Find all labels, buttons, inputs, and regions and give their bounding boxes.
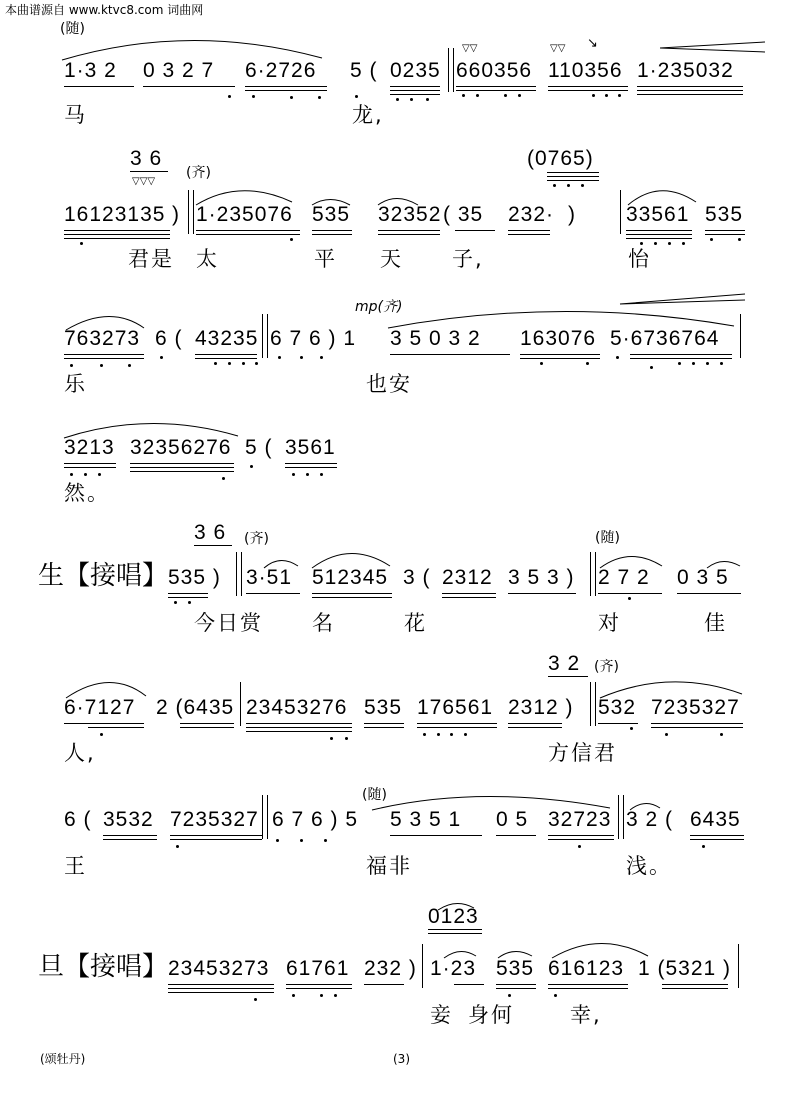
lyric: 马	[64, 103, 87, 127]
note-group: 5 (	[350, 59, 378, 82]
note-group: 1·3 2	[64, 59, 117, 82]
note-group: 2 (6435	[156, 696, 235, 719]
lyric: 子,	[452, 247, 484, 271]
grace-notes: 3 6	[194, 521, 227, 544]
performance-mark: (齐)	[186, 165, 211, 181]
lyric: 浅。	[626, 854, 672, 878]
note-group: 6·7127	[64, 696, 136, 719]
lyric: 龙,	[352, 103, 384, 127]
lyric: 天	[380, 247, 403, 271]
performance-mark: (随)	[362, 787, 387, 803]
note-group: 535 )	[168, 566, 221, 589]
note-group: 535	[496, 957, 535, 980]
note-group: 763273	[64, 327, 141, 350]
performance-mark: (齐)	[244, 531, 269, 547]
note-group: 176561	[417, 696, 494, 719]
slur	[630, 803, 660, 810]
piece-title: (颂牡丹)	[40, 1052, 86, 1066]
lyric: 对	[598, 611, 621, 635]
note-group: 0 3 5	[677, 566, 729, 589]
note-group: 43235	[195, 327, 259, 350]
lyric: 平	[314, 247, 337, 271]
grace-notes: 3 6	[130, 147, 163, 170]
note-group: 0 5	[496, 808, 529, 831]
slur	[707, 561, 740, 568]
slur	[66, 316, 144, 330]
lyric: 乐	[64, 372, 87, 396]
lyric: 身何	[468, 1003, 514, 1027]
ornament-mark: ▽▽	[462, 43, 478, 54]
role-label: 旦【接唱】	[38, 952, 169, 982]
note-group: 0235	[390, 59, 441, 82]
note-group: ( 35	[443, 203, 484, 226]
slur	[312, 553, 390, 568]
note-group: 6 (	[64, 808, 92, 831]
note-group: )	[568, 203, 576, 226]
slur	[378, 199, 418, 206]
note-group: 2312	[442, 566, 493, 589]
lyric: 然。	[64, 481, 110, 505]
note-group: 3561	[285, 436, 336, 459]
note-group: 7235327	[651, 696, 740, 719]
dynamic-mark: mp(齐)	[355, 299, 403, 315]
arrow-icon: ↘	[587, 36, 598, 51]
slur	[438, 903, 474, 910]
lyric: 君是	[128, 247, 174, 271]
note-group: 532	[598, 696, 637, 719]
crescendo-hairpin	[620, 294, 745, 304]
slur	[64, 423, 238, 438]
note-group: 5 3 5 1	[390, 808, 462, 831]
note-group: 3 5 3 )	[508, 566, 575, 589]
slur	[600, 682, 742, 698]
slur	[264, 560, 298, 568]
slur	[62, 40, 322, 60]
note-group: 6 7 6 ) 1	[270, 327, 357, 350]
bracket-notes: (0765)	[527, 147, 594, 170]
lyric: 福非	[366, 854, 412, 878]
lyric: 妾	[430, 1003, 453, 1027]
note-group: 0 3 2 7	[143, 59, 215, 82]
note-group: 32723	[548, 808, 612, 831]
slur	[66, 682, 146, 698]
note-group: 3 2 (	[626, 808, 674, 831]
lyric: 太	[196, 247, 219, 271]
note-group: 5·6736764	[610, 327, 720, 350]
note-group: 535	[312, 203, 351, 226]
slur	[372, 796, 610, 810]
note-group: 512345	[312, 566, 389, 589]
note-group: 535	[364, 696, 403, 719]
note-group: 6435	[690, 808, 741, 831]
note-group: 660356	[456, 59, 533, 82]
note-group: 32352	[378, 203, 442, 226]
performance-mark: (齐)	[594, 659, 619, 675]
note-group: 232·	[508, 203, 555, 226]
crescendo-hairpin	[660, 42, 765, 52]
performance-mark: (随)	[60, 21, 85, 37]
note-group: 3532	[103, 808, 154, 831]
lyric: 人,	[64, 741, 96, 765]
note-group: 33561	[626, 203, 690, 226]
slur	[388, 311, 734, 328]
note-group: 3 (	[403, 566, 431, 589]
lyric: 王	[64, 854, 87, 878]
note-group: 535	[705, 203, 744, 226]
note-group: 7235327	[170, 808, 259, 831]
lyric: 幸,	[570, 1003, 602, 1027]
ornament-mark: ▽▽	[550, 43, 566, 54]
lyric: 名	[312, 611, 335, 635]
role-label: 生【接唱】	[38, 561, 169, 591]
note-group: 16123135	[64, 203, 166, 226]
lyric: 方信君	[548, 741, 617, 765]
note-group: 110356	[548, 59, 623, 82]
note-group: 2312 )	[508, 696, 574, 719]
note-group: 3·51	[246, 566, 293, 589]
performance-mark: (随)	[595, 530, 620, 546]
slur	[600, 556, 662, 568]
note-group: 1·23	[430, 957, 477, 980]
ornament-mark: ▽▽▽	[132, 176, 156, 187]
source-watermark: 本曲谱源自 www.ktvc8.com 词曲网	[5, 3, 204, 17]
lyric: 也安	[366, 372, 412, 396]
note-group: 616123	[548, 957, 625, 980]
page-number: (3)	[393, 1052, 410, 1066]
note-group: 6 7 6 ) 5	[272, 808, 359, 831]
note-group: 232 )	[364, 957, 417, 980]
lyric: 佳	[704, 611, 727, 635]
grace-notes: 0123	[428, 905, 479, 928]
note-group: 6·2726	[245, 59, 317, 82]
slur	[498, 951, 532, 958]
lyric: 花	[404, 611, 427, 635]
note-group: )	[172, 203, 180, 226]
lyric: 今日赏	[194, 611, 263, 635]
note-group: 23453276	[246, 696, 348, 719]
note-group: 1·235032	[637, 59, 734, 82]
note-group: 61761	[286, 957, 350, 980]
slur	[312, 200, 350, 206]
note-group: 5 (	[245, 436, 273, 459]
slur	[196, 191, 292, 205]
note-group: 1 (5321 )	[638, 957, 732, 980]
lyric: 怡	[628, 247, 651, 271]
slur	[628, 191, 696, 205]
note-group: 2 7 2	[598, 566, 650, 589]
note-group: 3 5 0 3 2	[390, 327, 481, 350]
slur	[552, 943, 648, 958]
note-group: 1·235076	[196, 203, 293, 226]
grace-notes: 3 2	[548, 652, 581, 675]
note-group: 3213	[64, 436, 115, 459]
note-group: 6 (	[155, 327, 183, 350]
note-group: 23453273	[168, 957, 270, 980]
note-group: 163076	[520, 327, 597, 350]
slur	[444, 951, 476, 958]
note-group: 32356276	[130, 436, 232, 459]
